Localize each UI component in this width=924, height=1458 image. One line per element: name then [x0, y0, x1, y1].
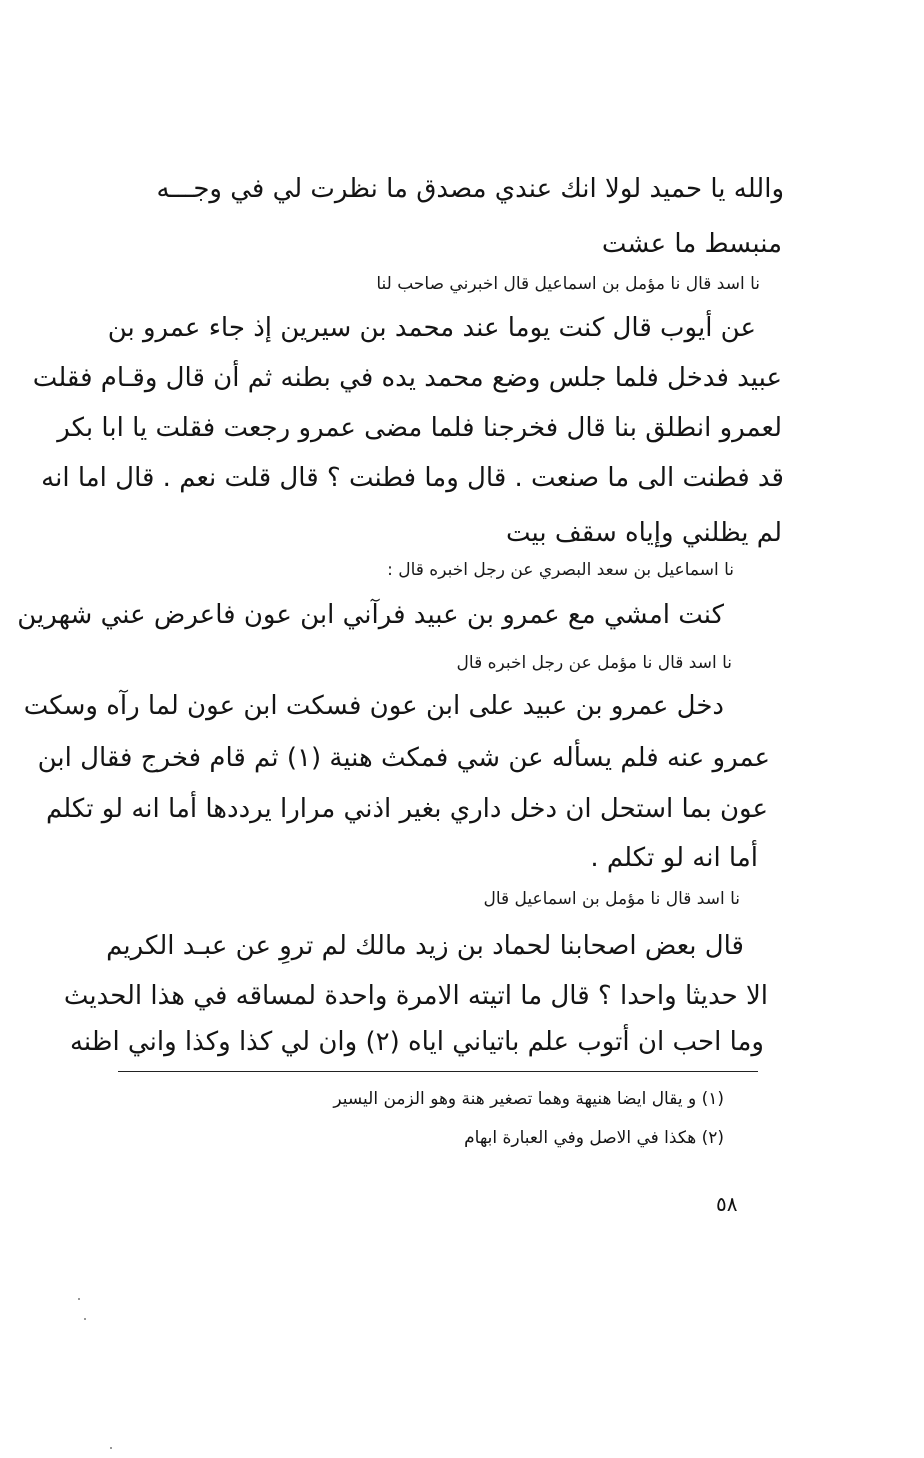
- isnad-line: نا اسد قال نا مؤمل عن رجل اخبره قال: [456, 653, 732, 673]
- text-line: قال بعض اصحابنا لحماد بن زيد مالك لم تروِ عن عبـد الكريم: [106, 931, 744, 961]
- text-line: لعمرو انطلق بنا قال فخرجنا فلما مضى عمرو رجعت فقلت يا ابا بكر: [57, 413, 782, 443]
- text-line: قد فطنت الى ما صنعت . قال وما فطنت ؟ قال قلت نعم . قال اما انه: [41, 463, 784, 493]
- text-line: أما انه لو تكلم .: [590, 843, 758, 873]
- text-line: الا حديثا واحدا ؟ قال ما اتيته الامرة واحدة لمساقه في هذا الحديث: [63, 981, 768, 1011]
- isnad-line: نا اسد قال نا مؤمل بن اسماعيل قال: [483, 889, 740, 909]
- text-line: دخل عمرو بن عبيد على ابن عون فسكت ابن عون لما رآه وسكت: [23, 691, 724, 721]
- scan-speck: [78, 1298, 80, 1300]
- text-line: عون بما استحل ان دخل داري بغير اذني مرارا يرددها أما انه لو تكلم: [45, 794, 768, 824]
- scan-speck: [84, 1318, 86, 1320]
- footnote: (١) و يقال ايضا هنيهة وهما تصغير هنة وهو الزمن اليسير: [333, 1089, 724, 1109]
- isnad-line: نا اسد قال نا مؤمل بن اسماعيل قال اخبرني صاحب لنا: [376, 274, 760, 294]
- footnote: (٢) هكذا في الاصل وفي العبارة ابهام: [464, 1128, 724, 1148]
- footnote-separator: [118, 1071, 758, 1072]
- text-line: منبسط ما عشت: [601, 229, 782, 259]
- scan-speck: [110, 1447, 112, 1449]
- text-line: عمرو عنه فلم يسأله عن شي فمكث هنية (١) ثم قام فخرج فقال ابن: [37, 743, 770, 773]
- text-line: عبيد فدخل فلما جلس وضع محمد يده في بطنه ثم أن قال وقـام فقلت: [32, 363, 782, 393]
- text-line: والله يا حميد لولا انك عندي مصدق ما نظرت لي في وجـــه: [156, 174, 784, 204]
- text-line: عن أيوب قال كنت يوما عند محمد بن سيرين إذ جاء عمرو بن: [107, 313, 756, 343]
- text-line: كنت امشي مع عمرو بن عبيد فرآني ابن عون فاعرض عني شهرين: [17, 600, 724, 630]
- isnad-line: نا اسماعيل بن سعد البصري عن رجل اخبره قال :: [387, 560, 734, 580]
- text-line: لم يظلني وإياه سقف بيت: [506, 518, 782, 548]
- text-line: وما احب ان أتوب علم باتياني اياه (٢) وان لي كذا وكذا واني اظنه: [69, 1027, 764, 1057]
- page-number: ٥٨: [716, 1192, 738, 1216]
